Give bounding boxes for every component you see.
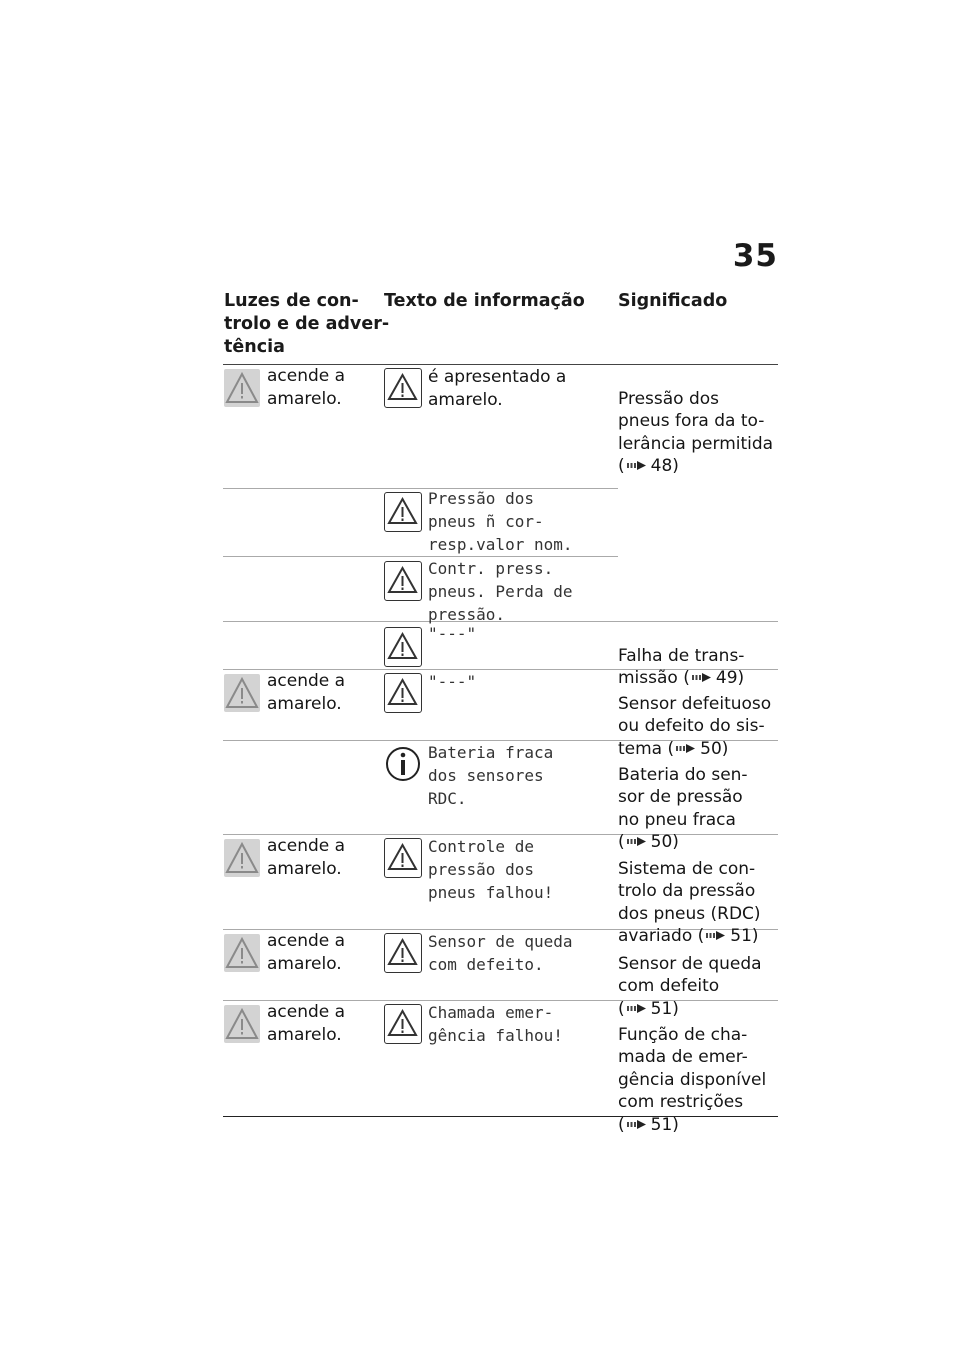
page-ref: 50 bbox=[650, 832, 673, 852]
header-warning-lights: Luzes de con- trolo e de adver- tência bbox=[224, 291, 390, 357]
table-row-group-pressure bbox=[223, 365, 778, 554]
info-text: Controle de pressão dos pneus falhou! bbox=[428, 837, 554, 902]
table-row bbox=[223, 670, 778, 759]
table-row bbox=[223, 622, 778, 688]
info-text: Pressão dos pneus ñ cor- resp.valor nom. bbox=[428, 489, 573, 554]
page-ref: 51 bbox=[650, 1114, 673, 1135]
lamp-description: acende a amarelo. bbox=[267, 836, 346, 879]
info-text: Chamada emer- gência falhou! bbox=[428, 1003, 563, 1045]
header-meaning: Significado bbox=[618, 291, 728, 311]
page-ref: 51 bbox=[730, 926, 752, 946]
meaning-body: Função de cha- mada de emer- gência disponível com restrições bbox=[618, 1024, 767, 1112]
warning-lights-table bbox=[223, 290, 778, 1135]
table-row bbox=[223, 835, 778, 946]
meaning-text: Sensor de queda com defeito ( 51) bbox=[618, 953, 762, 1019]
warning-triangle-icon bbox=[384, 492, 422, 532]
info-text: Bateria fraca dos sensores RDC. bbox=[428, 743, 554, 808]
meaning-body: Bateria do sen- sor de pressão no pneu fraca bbox=[618, 764, 748, 830]
warning-triangle-icon bbox=[384, 368, 422, 408]
warning-lamp-icon bbox=[224, 1005, 260, 1043]
page-ref: 50 bbox=[700, 738, 722, 759]
info-text: "---" bbox=[428, 672, 477, 691]
info-text: Sensor de queda com defeito. bbox=[428, 932, 573, 974]
warning-lamp-icon bbox=[224, 839, 260, 877]
warning-lamp-icon bbox=[224, 369, 260, 407]
lamp-description: acende a amarelo. bbox=[267, 931, 346, 974]
meaning-body: Sensor defeituoso ou defeito do sis- tema bbox=[618, 693, 772, 759]
page-ref: 51 bbox=[650, 998, 673, 1019]
meaning-text: Função de cha- mada de emer- gência disponível com restrições ( 51) bbox=[618, 1024, 767, 1135]
page-ref-arrow-icon bbox=[627, 1118, 649, 1131]
warning-lamp-icon bbox=[224, 934, 260, 972]
meaning-text: Bateria do sen- sor de pressão no pneu fraca ( 50) bbox=[618, 764, 748, 852]
warning-triangle-icon bbox=[384, 561, 422, 601]
warning-triangle-icon bbox=[384, 838, 422, 878]
page-ref-arrow-icon bbox=[627, 459, 649, 472]
table-row bbox=[223, 930, 778, 1019]
table-row bbox=[223, 998, 778, 1135]
lamp-description: acende a amarelo. bbox=[267, 366, 346, 409]
meaning-text: Sensor defeituoso ou defeito do sis- tema ( 50) bbox=[618, 693, 772, 759]
page-ref: 49 bbox=[715, 668, 738, 688]
table-header bbox=[223, 290, 778, 365]
meaning-body: Sensor de queda com defeito bbox=[618, 953, 762, 996]
lamp-description: acende a amarelo. bbox=[267, 1002, 346, 1045]
page-ref: 48 bbox=[650, 456, 673, 476]
meaning-text: Falha de trans- missão ( 49) bbox=[618, 645, 745, 688]
meaning-body: Falha de trans- missão bbox=[618, 645, 745, 688]
info-icon bbox=[384, 744, 422, 784]
meaning-body: Pressão dos pneus fora da to- lerância permitida bbox=[618, 388, 774, 454]
warning-lamp-icon bbox=[224, 674, 260, 712]
table-row bbox=[223, 551, 778, 622]
warning-triangle-icon bbox=[384, 933, 422, 973]
meaning-body: Sistema de con- trolo da pressão dos pneus (RDC) avariado bbox=[618, 858, 761, 946]
info-text: Contr. press. pneus. Perda de pressão. bbox=[428, 559, 573, 624]
header-info-text: Texto de informação bbox=[384, 291, 585, 311]
warning-triangle-icon bbox=[384, 673, 422, 713]
warning-triangle-icon bbox=[384, 1004, 422, 1044]
info-text: é apresentado a amarelo. bbox=[428, 367, 567, 410]
meaning-text: Pressão dos pneus fora da to- lerância permitida ( 48) bbox=[618, 388, 774, 476]
meaning-text: Sistema de con- trolo da pressão dos pneus (RDC) avariado ( 51) bbox=[618, 858, 761, 946]
lamp-description: acende a amarelo. bbox=[267, 671, 346, 714]
warning-triangle-icon bbox=[384, 627, 422, 667]
info-text: "---" bbox=[428, 624, 477, 643]
page-number: 35 bbox=[732, 238, 778, 274]
table-row bbox=[223, 738, 778, 852]
